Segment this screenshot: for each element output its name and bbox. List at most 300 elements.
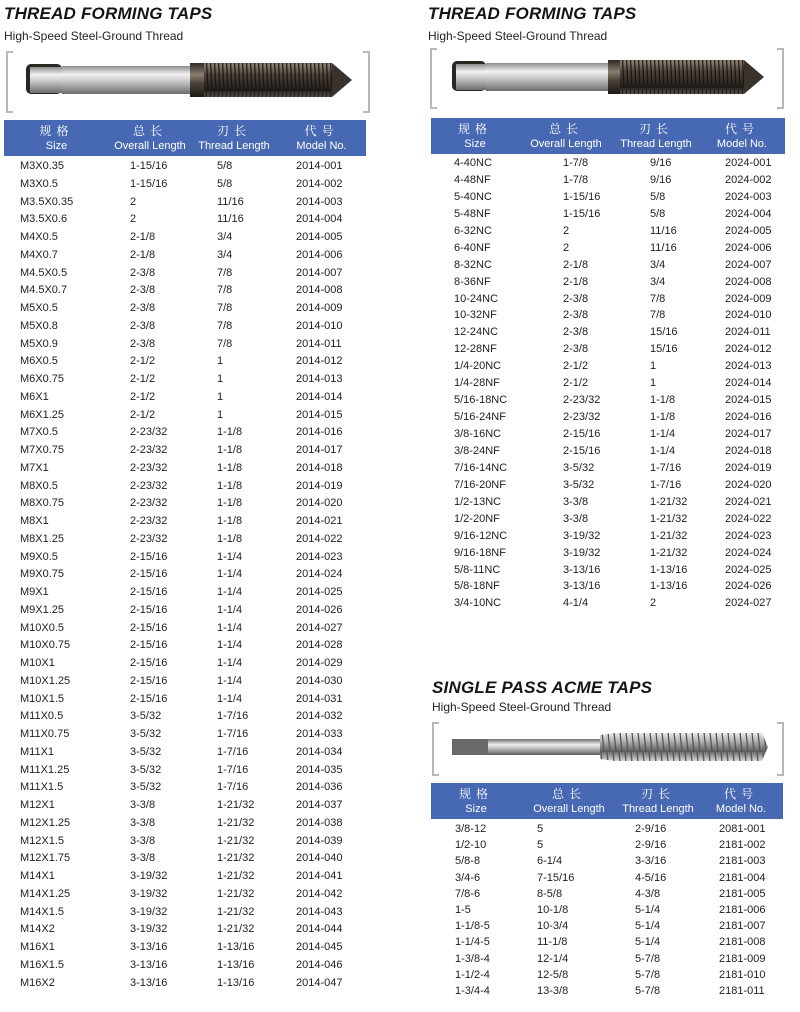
model-no-cell: 2014-011 xyxy=(296,337,342,350)
thread-length-cell: 1 xyxy=(217,373,224,385)
size-cell: M10X0.5 xyxy=(20,621,65,634)
thread-length-cell: 7/8 xyxy=(217,337,233,350)
table-row xyxy=(454,341,800,358)
size-cell: 12-24NC xyxy=(454,326,499,339)
table-row xyxy=(454,240,800,257)
thread-length-cell: 1-1/4 xyxy=(650,428,676,440)
size-cell: M10X1.5 xyxy=(20,692,65,705)
size-cell: 1-1/2-4 xyxy=(455,968,490,981)
thread-length-cell: 1-13/16 xyxy=(650,563,688,576)
table-row xyxy=(454,460,800,477)
size-cell: M11X0.5 xyxy=(20,710,64,723)
table-row xyxy=(20,211,376,229)
table-row xyxy=(455,918,789,934)
table-row xyxy=(455,853,789,869)
thread-length-cell: 5-7/8 xyxy=(635,984,661,997)
size-cell: M7X0.5 xyxy=(20,426,58,439)
size-cell: 1-3/4-4 xyxy=(455,984,490,997)
table-row xyxy=(454,477,800,494)
size-cell: M14X1.25 xyxy=(20,887,71,900)
model-no-cell: 2024-001 xyxy=(725,157,772,169)
model-no-cell: 2014-021 xyxy=(296,515,343,527)
overall-length-cell: 2-15/16 xyxy=(130,692,168,705)
table-row xyxy=(454,324,800,341)
thread-length-cell: 1-1/8 xyxy=(217,426,243,439)
overall-length-cell: 2-15/16 xyxy=(563,444,601,457)
thread-length-cell: 5-1/4 xyxy=(635,936,661,949)
overall-length-cell: 2-1/2 xyxy=(130,408,156,421)
table-row xyxy=(454,223,800,240)
table-row xyxy=(20,336,376,354)
table-row xyxy=(20,957,376,975)
overall-length-cell: 3-19/32 xyxy=(563,546,601,559)
model-no-cell: 2014-039 xyxy=(296,834,343,847)
model-no-cell: 2024-008 xyxy=(725,275,772,288)
thread-length-cell: 1-21/32 xyxy=(217,923,255,936)
thread-length-column-header: 刃长 Thread Length xyxy=(622,786,694,815)
size-cell: M3.5X0.6 xyxy=(20,213,68,226)
left-table-header xyxy=(4,120,366,156)
model-no-cell: 2014-037 xyxy=(296,799,343,811)
overall-length-cell: 7-15/16 xyxy=(537,871,575,884)
model-no-cell: 2014-022 xyxy=(296,532,343,545)
table-row xyxy=(454,426,800,443)
table-row xyxy=(20,797,376,815)
table-row xyxy=(20,637,376,655)
thread-length-cell: 11/16 xyxy=(217,213,244,226)
overall-length-cell: 3-5/32 xyxy=(130,745,162,758)
overall-length-cell: 3-5/32 xyxy=(130,781,162,794)
overall-length-cell: 5 xyxy=(537,839,544,852)
size-cell: M9X1 xyxy=(20,586,49,598)
overall-length-cell: 3-13/16 xyxy=(563,580,601,593)
table-row xyxy=(20,282,376,300)
thread-length-cell: 2-9/16 xyxy=(635,839,667,852)
overall-length-cell: 3-13/16 xyxy=(130,958,168,971)
table-row xyxy=(20,779,376,797)
table-row xyxy=(454,291,800,308)
model-no-cell: 2014-019 xyxy=(296,479,343,492)
table-row xyxy=(20,389,376,407)
overall-length-cell: 2-15/16 xyxy=(130,603,168,616)
size-cell: M4.5X0.5 xyxy=(20,266,68,279)
overall-length-cell: 3-5/32 xyxy=(130,710,162,723)
model-no-column-header: 代号 Model No. xyxy=(716,121,768,150)
overall-length-cell: 3-5/32 xyxy=(130,728,162,740)
overall-length-cell: 3-3/8 xyxy=(130,816,156,829)
left-table-subtitle: High-Speed Steel-Ground Thread xyxy=(4,29,184,43)
overall-length-cell: 5 xyxy=(537,823,544,835)
thread-length-cell: 1-7/16 xyxy=(217,728,249,740)
thread-length-cell: 1-1/8 xyxy=(650,394,676,407)
overall-length-cell: 3-5/32 xyxy=(563,478,595,491)
overall-length-cell: 2-15/16 xyxy=(130,550,168,563)
size-cell: 1-5 xyxy=(455,903,471,916)
table-row xyxy=(454,595,800,612)
overall-length-cell: 2-3/8 xyxy=(563,326,589,339)
thread-length-cell: 1-21/32 xyxy=(217,852,255,865)
overall-length-cell: 3-5/32 xyxy=(563,461,595,474)
size-cell: 7/16-14NC xyxy=(454,461,508,474)
model-no-cell: 2014-046 xyxy=(296,958,343,971)
size-cell: M14X1.5 xyxy=(20,905,65,918)
overall-length-cell: 2-23/32 xyxy=(130,479,168,492)
size-cell: M7X1 xyxy=(20,461,49,474)
overall-length-cell: 2 xyxy=(563,224,570,237)
thread-length-cell: 1-7/16 xyxy=(217,745,249,758)
right-table-subtitle: High-Speed Steel-Ground Thread xyxy=(428,29,608,43)
model-no-cell: 2014-038 xyxy=(296,816,343,829)
size-cell: M7X0.75 xyxy=(20,444,65,456)
overall-length-cell: 2-1/2 xyxy=(130,390,156,403)
overall-length-cell: 2-3/8 xyxy=(130,302,156,314)
size-cell: 3/8-24NF xyxy=(454,444,500,457)
model-no-cell: 2181-006 xyxy=(719,903,766,916)
size-cell: 5/16-18NC xyxy=(454,394,508,407)
model-no-cell: 2181-003 xyxy=(719,855,766,868)
size-cell: 5/8-8 xyxy=(455,855,481,868)
overall-length-cell: 10-3/4 xyxy=(537,920,569,933)
table-row xyxy=(454,358,800,375)
size-cell: M8X1.25 xyxy=(20,532,65,545)
thread-length-cell: 3/4 xyxy=(217,248,233,261)
overall-length-cell: 2 xyxy=(563,241,570,254)
overall-length-cell: 2-23/32 xyxy=(130,461,168,474)
model-no-cell: 2181-009 xyxy=(719,952,766,965)
acme-tap-image xyxy=(432,722,784,772)
overall-length-cell: 13-3/8 xyxy=(537,984,569,997)
model-no-cell: 2014-041 xyxy=(296,870,343,882)
table-row xyxy=(454,189,800,206)
overall-length-cell: 3-19/32 xyxy=(130,887,168,900)
model-no-cell: 2024-023 xyxy=(725,529,772,542)
size-cell: M3X0.35 xyxy=(20,160,65,172)
overall-length-cell: 2-15/16 xyxy=(130,586,168,598)
thread-length-cell: 5-1/4 xyxy=(635,920,661,933)
model-no-cell: 2014-016 xyxy=(296,426,343,439)
thread-length-cell: 1-1/4 xyxy=(217,550,243,563)
size-cell: 5/16-24NF xyxy=(454,411,506,424)
overall-length-cell: 2-23/32 xyxy=(130,532,168,545)
model-no-cell: 2014-001 xyxy=(296,160,343,172)
thread-length-cell: 5-7/8 xyxy=(635,968,661,981)
table-row xyxy=(20,318,376,336)
thread-length-column-header: 刃长 Thread Length xyxy=(198,123,270,152)
table-row xyxy=(20,229,376,247)
overall-length-cell: 4-1/4 xyxy=(563,597,589,610)
overall-length-cell: 12-1/4 xyxy=(537,952,569,965)
size-cell: M10X1 xyxy=(20,657,55,669)
table-row xyxy=(454,562,800,579)
size-column-header: 规格 Size xyxy=(457,121,492,150)
thread-length-cell: 1-1/4 xyxy=(650,444,676,457)
overall-length-cell: 1-15/16 xyxy=(130,177,168,190)
table-row xyxy=(20,655,376,673)
table-row xyxy=(455,951,789,967)
overall-length-cell: 3-3/8 xyxy=(563,495,589,508)
table-row xyxy=(454,443,800,460)
table-row xyxy=(454,155,800,172)
size-cell: 4-48NF xyxy=(454,173,491,186)
size-cell: 1-1/4-5 xyxy=(455,936,490,949)
thread-length-cell: 3/4 xyxy=(217,231,233,243)
model-no-cell: 2014-043 xyxy=(296,905,343,918)
left-tap-image xyxy=(6,51,370,109)
overall-length-column-header: 总长 Overall Length xyxy=(530,121,602,150)
model-no-cell: 2024-003 xyxy=(725,190,772,203)
model-no-cell: 2014-029 xyxy=(296,657,343,669)
size-cell: M16X2 xyxy=(20,976,55,989)
table-row xyxy=(20,921,376,939)
thread-length-cell: 7/8 xyxy=(217,266,233,279)
size-cell: 5/8-18NF xyxy=(454,580,500,593)
table-row xyxy=(454,274,800,291)
size-cell: M8X0.75 xyxy=(20,497,65,510)
size-cell: 9/16-12NC xyxy=(454,529,508,542)
size-cell: M16X1 xyxy=(20,941,55,953)
size-cell: 1-3/8-4 xyxy=(455,952,490,965)
model-no-cell: 2014-028 xyxy=(296,639,343,652)
model-no-cell: 2024-006 xyxy=(725,241,772,254)
size-cell: M16X1.5 xyxy=(20,958,65,971)
table-row xyxy=(455,934,789,950)
overall-length-cell: 2-15/16 xyxy=(130,657,168,669)
table-row xyxy=(20,424,376,442)
model-no-cell: 2024-014 xyxy=(725,377,772,390)
thread-length-cell: 1-21/32 xyxy=(217,870,255,882)
acme-table-subtitle: High-Speed Steel-Ground Thread xyxy=(432,700,612,714)
overall-length-cell: 2-3/8 xyxy=(130,266,156,279)
thread-length-cell: 1-7/16 xyxy=(217,781,249,794)
model-no-cell: 2024-012 xyxy=(725,343,772,356)
size-cell: M11X1.25 xyxy=(20,763,70,776)
thread-length-cell: 1-21/32 xyxy=(217,887,255,900)
thread-length-cell: 1-7/16 xyxy=(650,478,682,491)
overall-length-cell: 2-23/32 xyxy=(130,497,168,510)
model-no-cell: 2014-008 xyxy=(296,284,343,297)
size-cell: M11X0.75 xyxy=(20,728,70,740)
table-row xyxy=(20,975,376,993)
size-cell: 6-40NF xyxy=(454,241,491,254)
model-no-cell: 2024-027 xyxy=(725,597,772,610)
model-no-cell: 2014-040 xyxy=(296,852,343,865)
thread-length-cell: 1 xyxy=(650,360,657,373)
table-row xyxy=(454,392,800,409)
table-row xyxy=(20,762,376,780)
thread-length-cell: 9/16 xyxy=(650,173,672,186)
model-no-cell: 2024-026 xyxy=(725,580,772,593)
thread-length-cell: 1-1/8 xyxy=(650,411,676,424)
model-no-cell: 2014-025 xyxy=(296,586,343,598)
table-row xyxy=(20,247,376,265)
model-no-cell: 2024-025 xyxy=(725,563,772,576)
model-no-cell: 2181-002 xyxy=(719,839,766,852)
overall-length-cell: 12-5/8 xyxy=(537,968,569,981)
thread-length-cell: 5-7/8 xyxy=(635,952,661,965)
size-cell: 3/8-16NC xyxy=(454,428,502,440)
thread-length-cell: 3-3/16 xyxy=(635,855,667,868)
size-cell: M11X1.5 xyxy=(20,781,64,794)
size-cell: 8-36NF xyxy=(454,275,491,288)
size-cell: 1/4-28NF xyxy=(454,377,500,390)
size-cell: M12X1.75 xyxy=(20,852,71,865)
thread-length-cell: 15/16 xyxy=(650,326,678,339)
thread-length-cell: 1-1/8 xyxy=(217,479,243,492)
overall-length-column-header: 总长 Overall Length xyxy=(114,123,186,152)
overall-length-cell: 2-15/16 xyxy=(130,674,168,687)
table-row xyxy=(20,460,376,478)
model-no-cell: 2024-002 xyxy=(725,173,772,186)
overall-length-cell: 3-3/8 xyxy=(130,834,156,847)
table-row xyxy=(454,307,800,324)
thread-length-cell: 1-1/4 xyxy=(217,586,243,598)
thread-length-cell: 1-21/32 xyxy=(650,495,688,508)
size-cell: 1/2-10 xyxy=(455,839,487,852)
overall-length-cell: 2-3/8 xyxy=(563,343,589,356)
size-cell: M12X1 xyxy=(20,799,55,811)
table-row xyxy=(454,257,800,274)
thread-length-cell: 1-7/16 xyxy=(650,461,682,474)
thread-length-cell: 1-13/16 xyxy=(217,941,255,953)
model-no-cell: 2014-005 xyxy=(296,231,343,243)
size-cell: M11X1 xyxy=(20,745,55,758)
size-cell: 5-48NF xyxy=(454,207,491,220)
thread-length-cell: 1-1/8 xyxy=(217,461,243,474)
thread-length-cell: 1 xyxy=(217,408,224,421)
thread-length-cell: 1-1/4 xyxy=(217,568,243,581)
size-cell: M9X0.5 xyxy=(20,550,58,563)
model-no-cell: 2024-007 xyxy=(725,258,772,271)
table-row xyxy=(20,939,376,957)
size-cell: M9X1.25 xyxy=(20,603,65,616)
thread-length-cell: 5/8 xyxy=(650,207,666,220)
table-row xyxy=(454,206,800,223)
size-cell: M5X0.5 xyxy=(20,302,58,314)
table-row xyxy=(20,815,376,833)
model-no-cell: 2024-018 xyxy=(725,444,772,457)
overall-length-cell: 3-19/32 xyxy=(130,923,168,936)
thread-length-cell: 11/16 xyxy=(650,241,677,254)
model-no-cell: 2181-004 xyxy=(719,871,766,884)
table-row xyxy=(20,886,376,904)
model-no-cell: 2181-005 xyxy=(719,887,766,900)
overall-length-cell: 3-19/32 xyxy=(130,870,168,882)
model-no-cell: 2024-024 xyxy=(725,546,772,559)
size-cell: M10X0.75 xyxy=(20,639,71,652)
overall-length-cell: 3-13/16 xyxy=(130,941,168,953)
overall-length-cell: 2-3/8 xyxy=(563,292,589,305)
thread-length-cell: 5/8 xyxy=(217,160,233,172)
thread-length-cell: 2 xyxy=(650,597,657,610)
overall-length-cell: 2-1/8 xyxy=(130,231,156,243)
size-cell: M6X0.75 xyxy=(20,373,65,385)
overall-length-cell: 3-13/16 xyxy=(563,563,601,576)
model-no-cell: 2081-001 xyxy=(719,823,766,835)
table-row xyxy=(454,578,800,595)
overall-length-cell: 3-19/32 xyxy=(130,905,168,918)
thread-length-cell: 7/8 xyxy=(217,319,233,332)
model-no-cell: 2024-016 xyxy=(725,411,772,424)
overall-length-cell: 2 xyxy=(130,213,137,226)
model-no-cell: 2024-013 xyxy=(725,360,772,373)
overall-length-cell: 2-1/8 xyxy=(563,275,589,288)
overall-length-cell: 1-15/16 xyxy=(130,160,168,172)
thread-length-cell: 1-21/32 xyxy=(217,834,255,847)
model-no-cell: 2024-010 xyxy=(725,309,772,322)
overall-length-cell: 2-23/32 xyxy=(563,394,601,407)
thread-length-cell: 1-13/16 xyxy=(217,958,255,971)
table-row xyxy=(20,549,376,567)
table-row xyxy=(455,837,789,853)
acme-section-heading xyxy=(432,678,652,715)
model-no-cell: 2014-034 xyxy=(296,745,343,758)
thread-length-cell: 9/16 xyxy=(650,157,672,169)
overall-length-column-header: 总长 Overall Length xyxy=(533,786,605,815)
thread-length-cell: 1 xyxy=(217,390,224,403)
thread-length-cell: 4-5/16 xyxy=(635,871,667,884)
thread-length-cell: 2-9/16 xyxy=(635,823,667,835)
table-row xyxy=(20,158,376,176)
table-row xyxy=(20,513,376,531)
right-tap-image xyxy=(430,48,784,105)
overall-length-cell: 2-1/2 xyxy=(563,360,589,373)
model-no-cell: 2014-047 xyxy=(296,976,343,989)
table-row xyxy=(454,545,800,562)
left-table-body xyxy=(20,158,376,992)
overall-length-cell: 6-1/4 xyxy=(537,855,563,868)
overall-length-cell: 3-13/16 xyxy=(130,976,168,989)
size-cell: 3/4-10NC xyxy=(454,597,502,610)
table-row xyxy=(454,375,800,392)
table-row xyxy=(20,495,376,513)
thread-length-cell: 5-1/4 xyxy=(635,903,661,916)
overall-length-cell: 3-3/8 xyxy=(563,512,589,525)
thread-length-cell: 1-7/16 xyxy=(217,710,249,723)
model-no-cell: 2024-022 xyxy=(725,512,772,525)
size-cell: 7/8-6 xyxy=(455,887,481,900)
table-row xyxy=(20,620,376,638)
size-cell: M4X0.5 xyxy=(20,231,58,243)
right-section-heading xyxy=(428,4,636,44)
size-cell: 8-32NC xyxy=(454,258,492,271)
overall-length-cell: 1-7/8 xyxy=(563,173,589,186)
size-cell: 1-1/8-5 xyxy=(455,920,490,933)
thread-length-cell: 11/16 xyxy=(217,195,244,208)
model-no-column-header: 代号 Model No. xyxy=(715,786,767,815)
model-no-cell: 2024-019 xyxy=(725,461,772,474)
model-no-cell: 2014-012 xyxy=(296,355,343,368)
size-cell: M6X0.5 xyxy=(20,355,58,368)
table-row xyxy=(20,833,376,851)
model-no-cell: 2014-032 xyxy=(296,710,343,723)
overall-length-cell: 1-15/16 xyxy=(563,190,601,203)
model-no-cell: 2014-045 xyxy=(296,941,343,953)
model-no-cell: 2014-013 xyxy=(296,373,343,385)
size-cell: M6X1.25 xyxy=(20,408,65,421)
table-row xyxy=(454,528,800,545)
size-cell: 7/16-20NF xyxy=(454,478,506,491)
table-row xyxy=(455,902,789,918)
right-table-title: THREAD FORMING TAPS xyxy=(428,4,637,23)
overall-length-cell: 2-15/16 xyxy=(130,621,168,634)
thread-length-cell: 3/4 xyxy=(650,258,666,271)
model-no-cell: 2181-011 xyxy=(719,984,765,997)
overall-length-cell: 2-3/8 xyxy=(130,319,156,332)
size-column-header: 规格 Size xyxy=(458,786,493,815)
model-no-cell: 2014-031 xyxy=(296,692,343,705)
model-no-cell: 2024-005 xyxy=(725,224,772,237)
table-row xyxy=(20,673,376,691)
